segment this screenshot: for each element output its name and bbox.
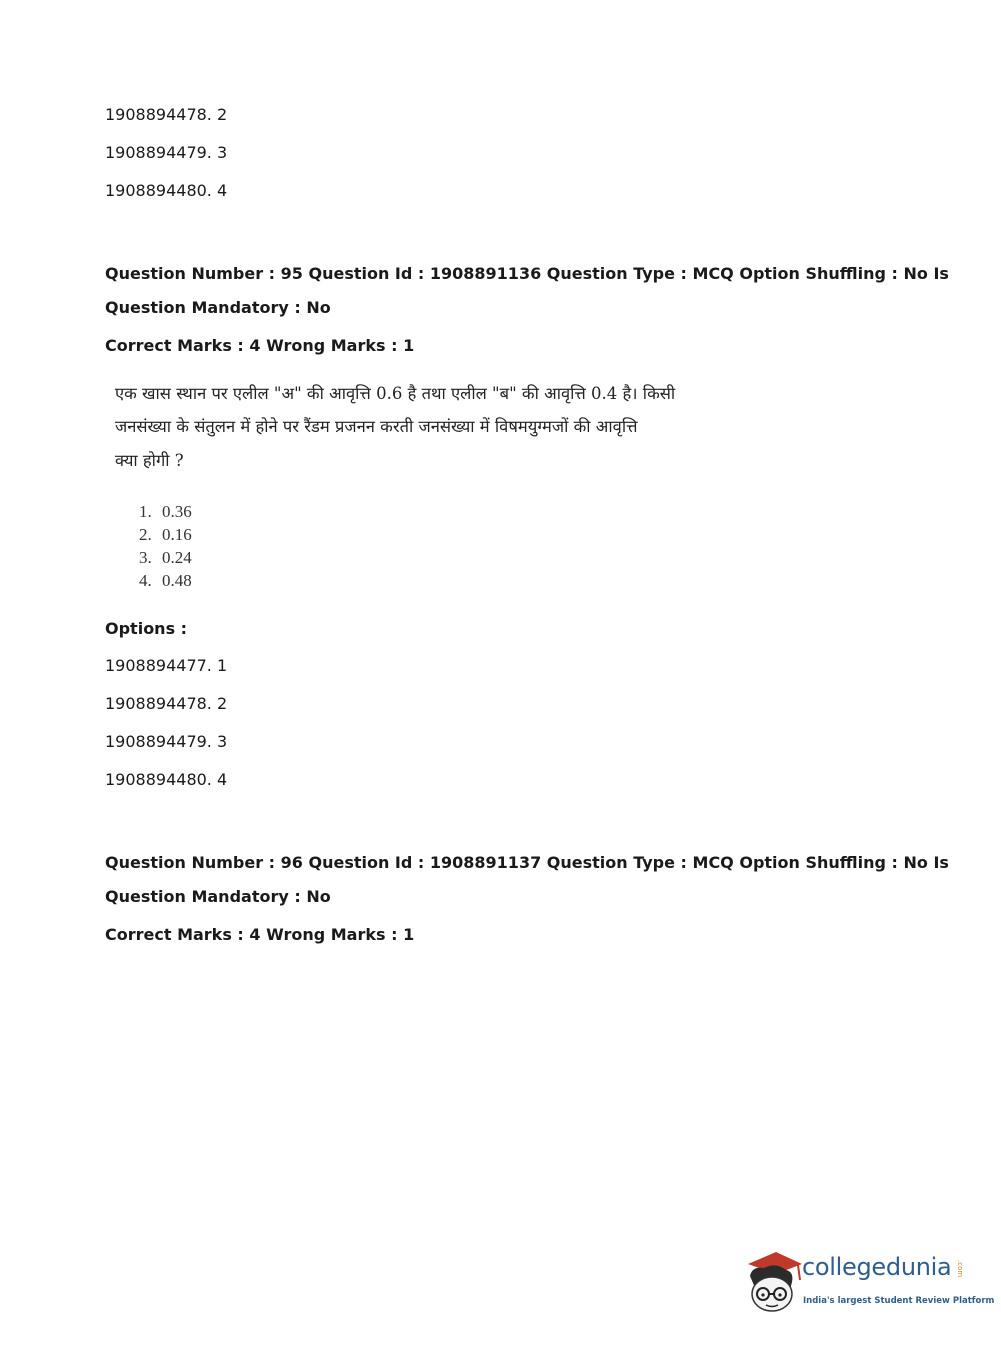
choice-number: 2.: [139, 525, 152, 544]
question-header: Question Number : 95 Question Id : 1908891136 Question Type : MCQ Option Shuffling : No Is: [105, 264, 949, 283]
question-text-line: क्या होगी ?: [115, 451, 184, 470]
question-header: Question Number : 96 Question Id : 1908891137 Question Type : MCQ Option Shuffling : No Is: [105, 853, 949, 872]
question-text-line: जनसंख्या के संतुलन में होने पर रैंडम प्रजनन करती जनसंख्या में विषमयुग्मजों की आवृत्ति: [115, 417, 638, 436]
mascot-icon: [742, 1250, 804, 1314]
logo-tagline: India's largest Student Review Platform: [803, 1296, 995, 1306]
logo-com-text: .com: [956, 1260, 964, 1278]
choice-number: 3.: [139, 548, 152, 567]
question-marks: Correct Marks : 4 Wrong Marks : 1: [105, 925, 415, 944]
choice-value: 0.36: [162, 502, 192, 521]
option-line: 1908894478. 2: [105, 105, 228, 124]
option-line: 1908894479. 3: [105, 732, 228, 751]
choice-value: 0.48: [162, 571, 192, 590]
logo-brand-text: collegedunia: [802, 1253, 952, 1281]
collegedunia-logo: [742, 1250, 995, 1314]
choice-number: 1.: [139, 502, 152, 521]
option-line: 1908894479. 3: [105, 143, 228, 162]
option-line: 1908894478. 2: [105, 694, 228, 713]
choice-item: [139, 548, 192, 568]
choice-item: [139, 502, 192, 522]
question-text-line: एक खास स्थान पर एलील "अ" की आवृत्ति 0.6 है तथा एलील "ब" की आवृत्ति 0.4 है। किसी: [115, 384, 676, 403]
choice-value: 0.24: [162, 548, 192, 567]
question-header-cont: Question Mandatory : No: [105, 298, 331, 317]
question-marks: Correct Marks : 4 Wrong Marks : 1: [105, 336, 415, 355]
question-header-cont: Question Mandatory : No: [105, 887, 331, 906]
choice-number: 4.: [139, 571, 152, 590]
options-label: Options :: [105, 619, 188, 638]
choice-item: [139, 525, 192, 545]
choice-item: [139, 571, 192, 591]
option-line: 1908894480. 4: [105, 770, 228, 789]
choice-value: 0.16: [162, 525, 192, 544]
option-line: 1908894477. 1: [105, 656, 228, 675]
option-line: 1908894480. 4: [105, 181, 228, 200]
